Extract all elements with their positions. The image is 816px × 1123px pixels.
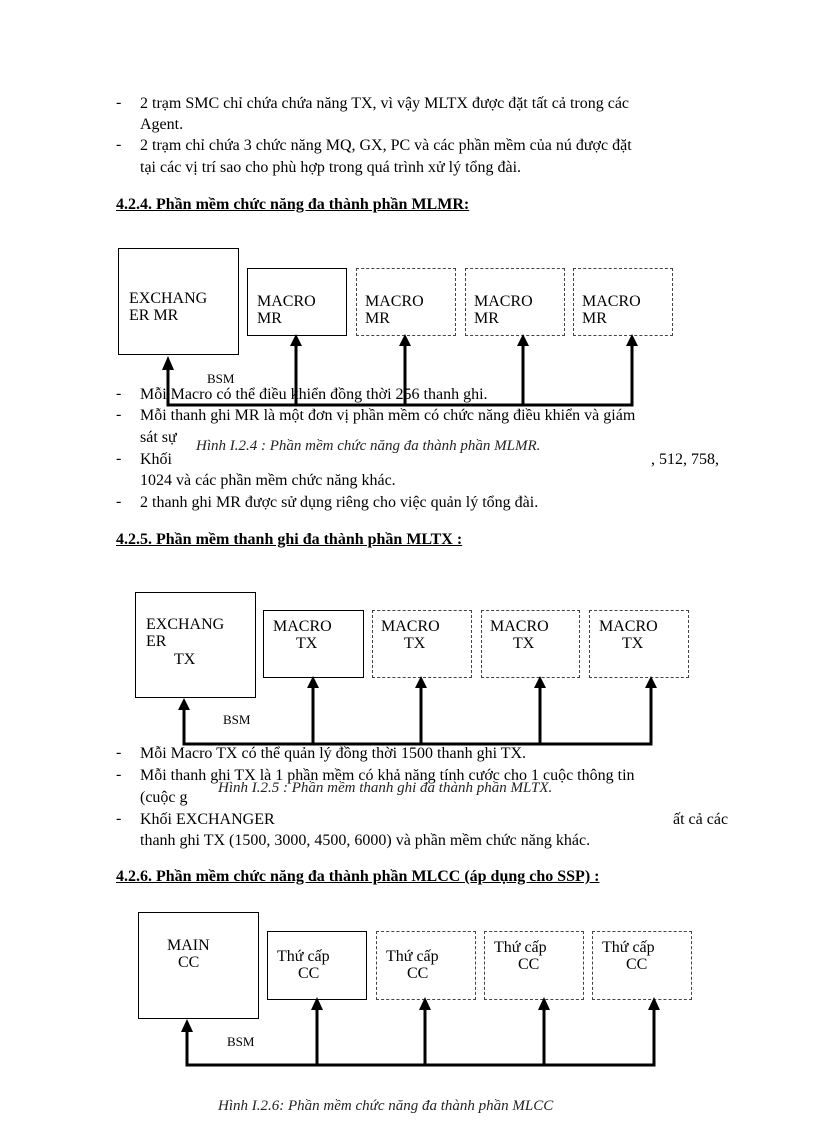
box-label: Thứ cấp <box>494 939 547 956</box>
bullet-dash: - <box>116 810 122 827</box>
bullet-dash: - <box>116 493 122 510</box>
bullet-dash: - <box>116 406 122 423</box>
box-label: TX <box>622 635 644 652</box>
figure-caption-426: Hình I.2.6: Phần mềm chức năng đa thành phần MLCC <box>218 1098 554 1114</box>
intro-bullet-2-line-1: 2 trạm chỉ chứa 3 chức năng MQ, GX, PC và các phần mềm của nú được đặt <box>140 137 632 154</box>
box-label: TX <box>296 635 318 652</box>
box-label: MACRO <box>273 618 332 635</box>
figure-caption-425: Hình I.2.5 : Phần mềm thanh ghi đa thành phần MLTX. <box>218 780 553 796</box>
figure-caption-424: Hình I.2.4 : Phần mềm chức năng đa thành phần MLMR. <box>196 438 541 454</box>
box-label: ER MR <box>129 307 179 324</box>
intro-bullet-2-line-2: tại các vị trí sao cho phù hợp trong quá trình xử lý tổng đài. <box>140 159 522 176</box>
box-label: CC <box>298 965 320 982</box>
box-label: ER <box>146 633 167 650</box>
box-label: CC <box>518 956 540 973</box>
box-label: MR <box>365 310 390 327</box>
section-424-bullet-1: Mỗi Macro có thể điều khiển đồng thời 256 thanh ghi. <box>140 386 488 403</box>
section-425-bullet-2-cont: (cuộc g <box>140 789 188 806</box>
bullet-dash: - <box>116 385 122 402</box>
box-label: MACRO <box>599 618 658 635</box>
section-425-bullet-3: Khối EXCHANGER <box>140 811 275 828</box>
section-425-bullet-3-cont: thanh ghi TX (1500, 3000, 4500, 6000) và phần mềm chức năng khác. <box>140 832 591 849</box>
bullet-dash: - <box>116 450 122 467</box>
box-label: MAIN <box>167 937 210 954</box>
section-424-bullet-3: Khối <box>140 451 172 468</box>
box-label: Thứ cấp <box>602 939 655 956</box>
box-label: MR <box>582 310 607 327</box>
box-label: MR <box>474 310 499 327</box>
box-label: CC <box>626 956 648 973</box>
bsm-bus-label: BSM <box>223 712 251 727</box>
box-label: CC <box>178 954 200 971</box>
section-425-bullet-1: Mỗi Macro TX có thể quản lý đồng thời 1500 thanh ghi TX. <box>140 745 527 762</box>
section-425-bullet-2: Mỗi thanh ghi TX là 1 phần mềm có khả năng tính cước cho 1 cuộc thông tin <box>140 767 635 784</box>
box-label: MACRO <box>474 293 533 310</box>
box-label: MR <box>257 310 282 327</box>
intro-bullet-1-line-1: 2 trạm SMC chỉ chứa chứa năng TX, vì vậy MLTX được đặt tất cả trong các <box>140 95 630 112</box>
box-label: TX <box>174 651 196 668</box>
bullet-dash: - <box>116 94 122 111</box>
bsm-bus-label: BSM <box>227 1034 255 1049</box>
box-label: EXCHANG <box>146 616 225 633</box>
box-label: MACRO <box>257 293 316 310</box>
box-label: TX <box>513 635 535 652</box>
box-label: Thứ cấp <box>386 948 439 965</box>
box-label: MACRO <box>365 293 424 310</box>
section-424-bullet-3-tail: , 512, 758, <box>651 451 719 468</box>
box-label: Thứ cấp <box>277 948 330 965</box>
box-label: MACRO <box>381 618 440 635</box>
box-label: CC <box>407 965 429 982</box>
section-424-bullet-2: Mỗi thanh ghi MR là một đơn vị phần mềm có chức năng điều khiển và giám <box>140 407 636 424</box>
section-424-bullet-3-cont: 1024 và các phần mềm chức năng khác. <box>140 472 396 489</box>
intro-bullet-1-line-2: Agent. <box>140 116 184 133</box>
bullet-dash: - <box>116 766 122 783</box>
section-425-bullet-3-tail: ất cả các <box>673 811 729 828</box>
box-label: MACRO <box>582 293 641 310</box>
section-424-bullet-2-cont: sát sự <box>140 429 177 446</box>
box-label: EXCHANG <box>129 290 208 307</box>
bsm-bus-label: BSM <box>207 371 235 386</box>
section-425-heading: 4.2.5. Phần mềm thanh ghi đa thành phần MLTX : <box>116 531 463 548</box>
section-424-bullet-4: 2 thanh ghi MR được sử dụng riêng cho việc quản lý tổng đài. <box>140 494 539 511</box>
bullet-dash: - <box>116 744 122 761</box>
section-426-heading: 4.2.6. Phần mềm chức năng đa thành phần MLCC (áp dụng cho SSP) : <box>116 868 600 885</box>
section-424-heading: 4.2.4. Phần mềm chức năng đa thành phần MLMR: <box>116 196 470 213</box>
box-label: MACRO <box>490 618 549 635</box>
box-label: TX <box>404 635 426 652</box>
bullet-dash: - <box>116 136 122 153</box>
